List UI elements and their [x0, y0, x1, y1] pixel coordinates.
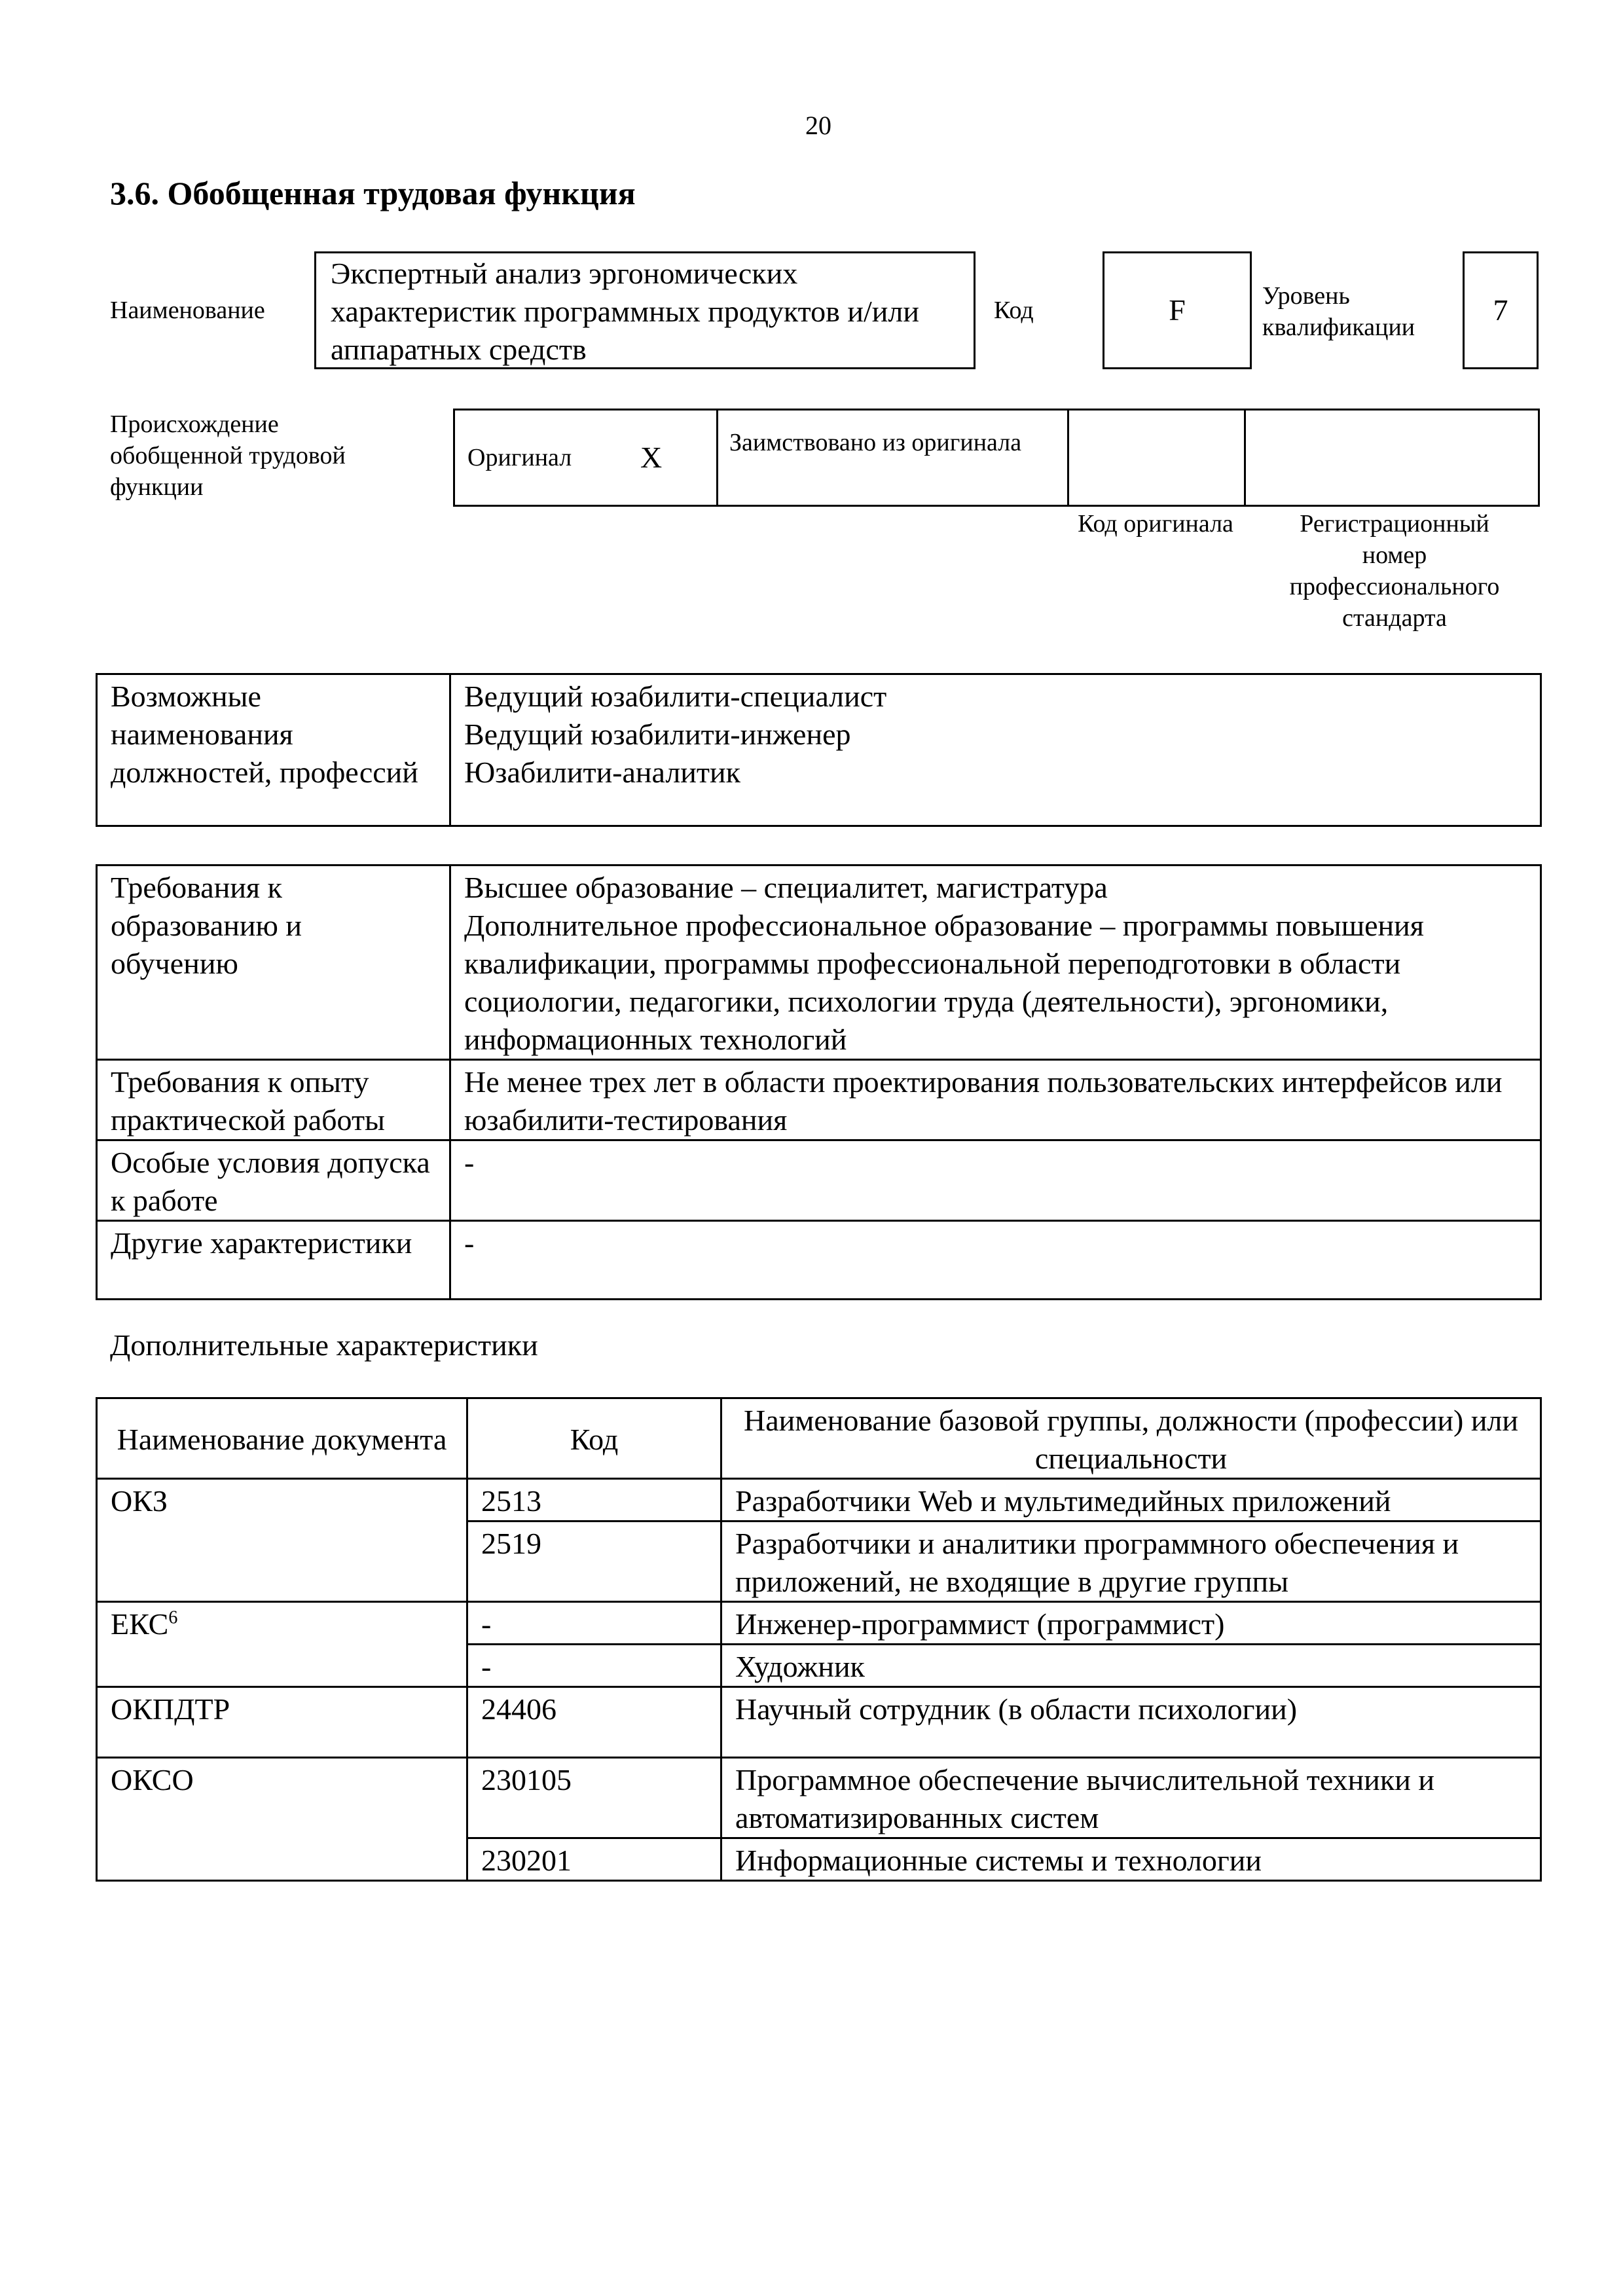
code-cell: - — [467, 1645, 721, 1687]
req-education-label: Требования к образованию и обучению — [97, 866, 450, 1060]
additional-table — [96, 1397, 1542, 1882]
req-other-label: Другие характеристики — [97, 1221, 450, 1300]
original-label: Оригинал — [467, 444, 572, 471]
group-name-cell: Инженер-программист (программист) — [721, 1602, 1541, 1645]
code-value: F — [1169, 293, 1186, 327]
table-row — [97, 1479, 1541, 1522]
req-admission-label: Особые условия допуска к работе — [97, 1140, 450, 1221]
additional-header-row — [97, 1398, 1541, 1479]
req-education-value — [450, 866, 1541, 1060]
positions-row — [97, 674, 1541, 826]
positions-values — [450, 674, 1541, 826]
doc-eks — [97, 1602, 467, 1687]
table-row — [97, 1758, 1541, 1838]
level-value: 7 — [1493, 293, 1508, 327]
req-experience-label: Требования к опыту практической работы — [97, 1060, 450, 1140]
code-label: Код — [994, 297, 1034, 324]
borrowed-label: Заимствовано из оригинала — [729, 429, 1022, 456]
original-mark: X — [640, 441, 663, 474]
code-cell: 2513 — [467, 1479, 721, 1522]
footnote-6: 6 — [168, 1607, 178, 1628]
doc-eks-label: ЕКС — [111, 1607, 169, 1641]
req-education-line-1: Высшее образование – специалитет, магистратура — [464, 871, 1108, 904]
level-value-box — [1463, 251, 1539, 369]
name-value: Экспертный анализ эргономических характеристик программных продуктов и/или аппаратных средств — [331, 257, 919, 366]
reg-number-caption: Регистрационный номер профессионального стандарта — [1289, 510, 1500, 632]
origin-divider-2 — [1067, 409, 1069, 507]
positions-label: Возможные наименования должностей, профессий — [97, 674, 450, 826]
doc-okso: ОКСО — [97, 1758, 467, 1881]
level-label: Уровень квалификации — [1262, 282, 1415, 341]
code-cell: 230105 — [467, 1758, 721, 1838]
group-name-cell: Программное обеспечение вычислительной техники и автоматизированных систем — [721, 1758, 1541, 1838]
position-1: Ведущий юзабилити-специалист — [464, 680, 887, 713]
group-name-cell: Разработчики и аналитики программного обеспечения и приложений, не входящие в другие группы — [721, 1522, 1541, 1602]
table-row — [97, 1602, 1541, 1645]
req-other-row — [97, 1221, 1541, 1300]
name-label: Наименование — [110, 297, 265, 324]
origin-divider-1 — [716, 409, 718, 507]
req-education-line-2: Дополнительное профессиональное образование – программы повышения квалификации, программы профессиональной переподготовки в области социологии, педагогики, психологии труда (деятельности), эргономики, информационных технологий — [464, 909, 1424, 1056]
page-number: 20 — [805, 111, 831, 140]
position-2: Ведущий юзабилити-инженер — [464, 718, 851, 751]
positions-table — [96, 673, 1542, 827]
req-experience-row — [97, 1060, 1541, 1140]
requirements-table — [96, 864, 1542, 1300]
req-experience-value: Не менее трех лет в области проектирования пользовательских интерфейсов или юзабилити-тестирования — [450, 1060, 1541, 1140]
header-group-name: Наименование базовой группы, должности (профессии) или специальности — [721, 1398, 1541, 1479]
section-title: 3.6. Обобщенная трудовая функция — [110, 175, 636, 211]
name-value-box — [314, 251, 976, 369]
group-name-cell: Художник — [721, 1645, 1541, 1687]
code-cell: - — [467, 1602, 721, 1645]
group-name-cell: Научный сотрудник (в области психологии) — [721, 1687, 1541, 1758]
doc-okpdtr: ОКПДТР — [97, 1687, 467, 1758]
group-name-cell: Информационные системы и технологии — [721, 1838, 1541, 1881]
code-value-box — [1103, 251, 1252, 369]
code-original-caption: Код оригинала — [1078, 510, 1233, 538]
header-doc-name: Наименование документа — [97, 1398, 467, 1479]
origin-label: Происхождение обобщенной трудовой функции — [110, 410, 346, 501]
code-cell: 230201 — [467, 1838, 721, 1881]
doc-okz: ОКЗ — [97, 1479, 467, 1602]
req-education-row — [97, 866, 1541, 1060]
req-admission-row — [97, 1140, 1541, 1221]
code-cell: 2519 — [467, 1522, 721, 1602]
req-admission-value: - — [450, 1140, 1541, 1221]
additional-title: Дополнительные характеристики — [110, 1328, 538, 1362]
origin-divider-3 — [1244, 409, 1246, 507]
position-3: Юзабилити-аналитик — [464, 756, 740, 789]
code-cell: 24406 — [467, 1687, 721, 1758]
header-code: Код — [467, 1398, 721, 1479]
req-other-value: - — [450, 1221, 1541, 1300]
group-name-cell: Разработчики Web и мультимедийных приложений — [721, 1479, 1541, 1522]
table-row — [97, 1687, 1541, 1758]
